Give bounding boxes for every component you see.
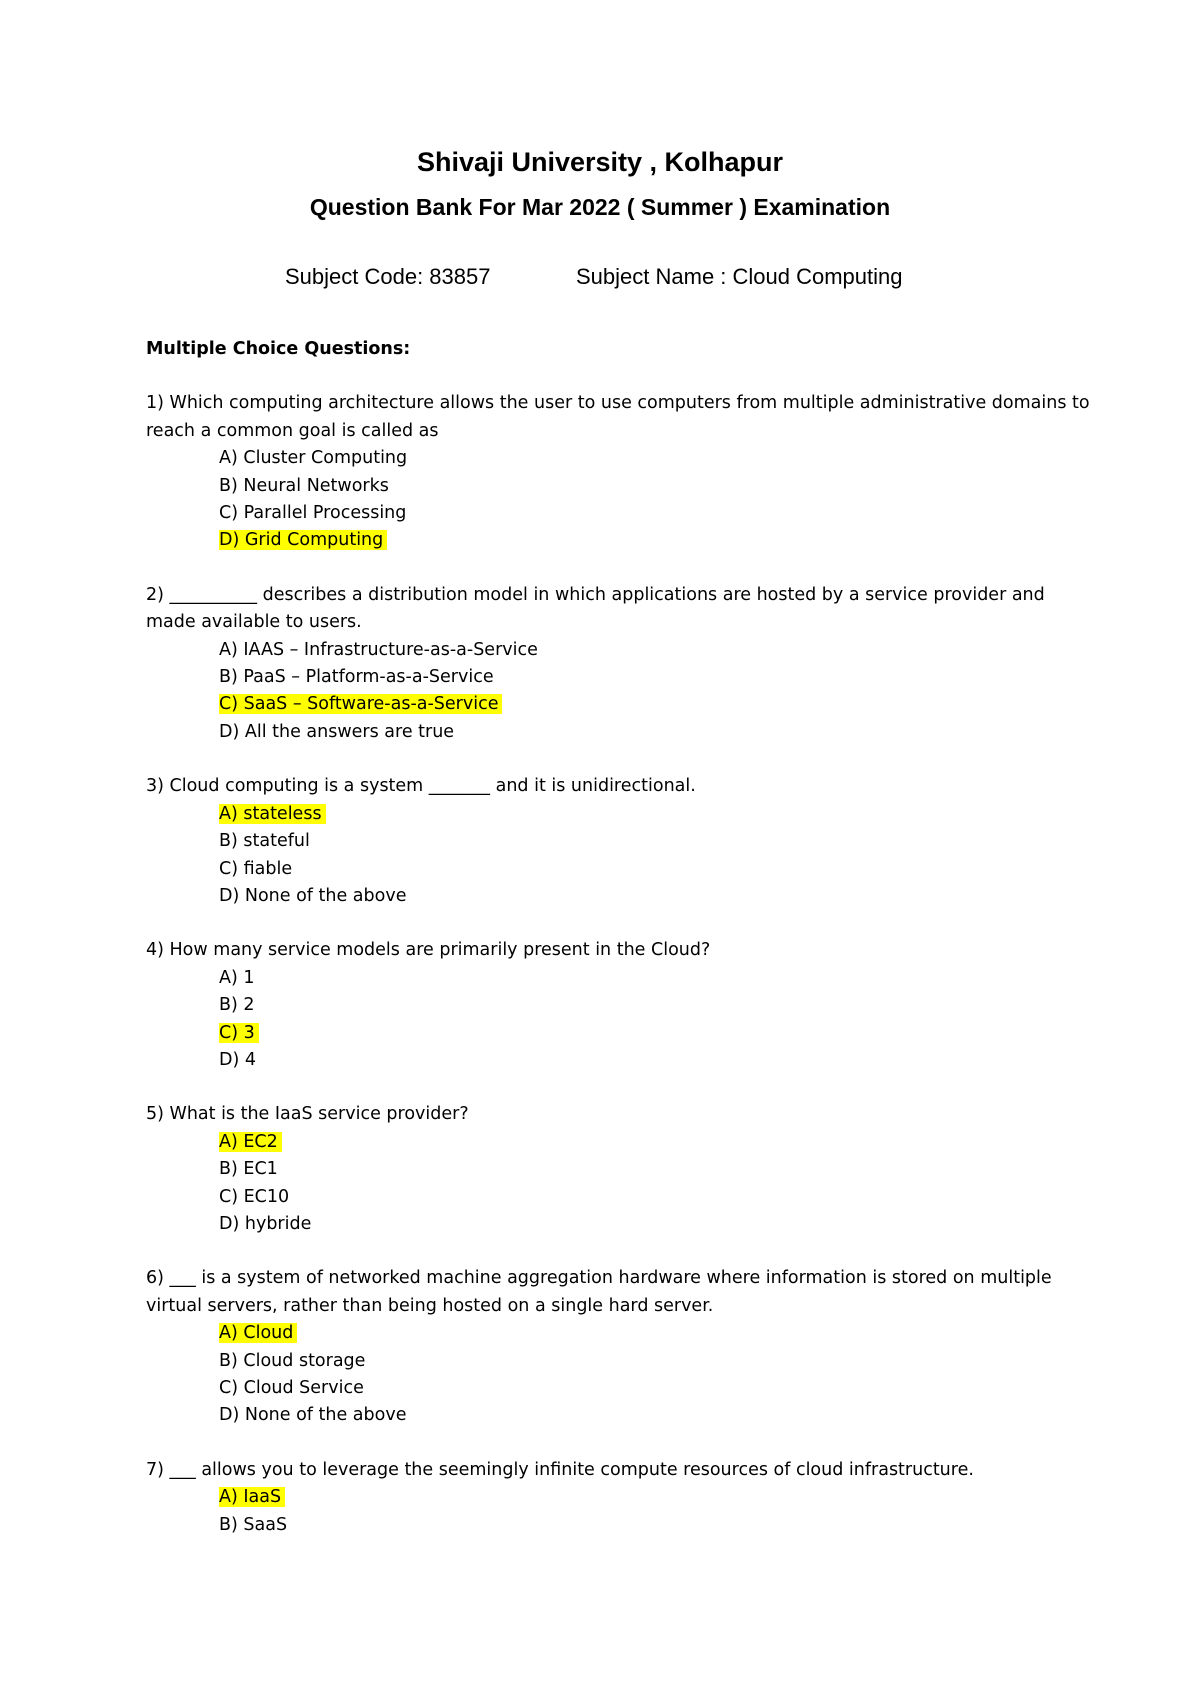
option-list	[146, 1484, 1096, 1539]
option-label: A) 1	[219, 967, 255, 988]
option-label: B) stateful	[219, 831, 310, 852]
questions-container	[146, 390, 1096, 1539]
question-1	[146, 390, 1096, 554]
subject-code: Subject Code: 83857	[285, 264, 491, 289]
option	[146, 1047, 1096, 1074]
question-5	[146, 1101, 1096, 1238]
option-list	[146, 965, 1096, 1075]
option	[146, 1156, 1096, 1183]
university-title: Shivaji University , Kolhapur	[416, 147, 784, 177]
option	[146, 883, 1096, 910]
option-list	[146, 1129, 1096, 1239]
highlighted-answer-label: C) 3	[219, 1023, 259, 1043]
option-label: B) Neural Networks	[219, 475, 389, 496]
option-label: B) SaaS	[219, 1514, 288, 1535]
question-text: 4) How many service models are primarily present in the Cloud?	[146, 940, 711, 961]
option-label: B) EC1	[219, 1159, 278, 1180]
question-text: 5) What is the IaaS service provider?	[146, 1104, 469, 1125]
question-text: 1) Which computing architecture allows the user to use computers from multiple administrative domains to reach a common goal is called as	[146, 393, 1090, 441]
highlighted-answer-label: C) SaaS – Software-as-a-Service	[219, 694, 502, 714]
question-text: 6) ___ is a system of networked machine aggregation hardware where information is stored on multiple virtual servers, rather than being hosted on a single hard server.	[146, 1268, 1052, 1316]
option	[146, 965, 1096, 992]
section-heading: Multiple Choice Questions:	[146, 339, 411, 359]
option	[146, 637, 1096, 664]
option	[146, 1512, 1096, 1539]
option-label: D) None of the above	[219, 1405, 407, 1426]
option	[146, 500, 1096, 527]
option-label: A) IAAS – Infrastructure-as-a-Service	[219, 639, 538, 660]
question-3	[146, 773, 1096, 910]
question-6	[146, 1265, 1096, 1429]
option	[146, 664, 1096, 691]
option-label: D) None of the above	[219, 885, 407, 906]
option-answer	[146, 1129, 1096, 1156]
option	[146, 1211, 1096, 1238]
option-label: B) PaaS – Platform-as-a-Service	[219, 667, 494, 688]
question-text: 3) Cloud computing is a system _______ and it is unidirectional.	[146, 776, 696, 797]
option	[146, 1375, 1096, 1402]
option-list	[146, 637, 1096, 747]
option	[146, 1402, 1096, 1429]
option	[146, 719, 1096, 746]
option-label: C) fiable	[219, 858, 293, 879]
option-label: D) hybride	[219, 1213, 312, 1234]
question-2	[146, 582, 1096, 746]
option	[146, 992, 1096, 1019]
option-label: C) Parallel Processing	[219, 503, 407, 524]
option-answer	[146, 1484, 1096, 1511]
option-label: B) Cloud storage	[219, 1350, 366, 1371]
option-label: A) Cluster Computing	[219, 448, 408, 469]
option	[146, 473, 1096, 500]
question-7	[146, 1457, 1096, 1539]
highlighted-answer-label: D) Grid Computing	[219, 530, 387, 550]
exam-title: Question Bank For Mar 2022 ( Summer ) Examination	[309, 194, 891, 220]
option-label: D) 4	[219, 1049, 256, 1070]
question-text: 7) ___ allows you to leverage the seemingly infinite compute resources of cloud infrastructure.	[146, 1459, 974, 1480]
highlighted-answer-label: A) stateless	[219, 804, 326, 824]
question-4	[146, 937, 1096, 1074]
option-answer	[146, 1320, 1096, 1347]
option-answer	[146, 1020, 1096, 1047]
option	[146, 1348, 1096, 1375]
option-label: C) Cloud Service	[219, 1378, 364, 1398]
option	[146, 1184, 1096, 1211]
option	[146, 828, 1096, 855]
option-list	[146, 801, 1096, 911]
question-text: 2) __________ describes a distribution model in which applications are hosted by a service provider and made available to users.	[146, 584, 1045, 633]
highlighted-answer-label: A) EC2	[219, 1132, 282, 1152]
question-list	[146, 336, 1096, 1566]
highlighted-answer-label: A) Cloud	[219, 1323, 297, 1343]
option-answer	[146, 801, 1096, 828]
option-answer	[146, 527, 1096, 554]
option-list	[146, 1320, 1096, 1430]
option-label: B) 2	[219, 995, 255, 1016]
subject-name: Subject Name : Cloud Computing	[576, 264, 903, 289]
highlighted-answer-label: A) IaaS	[219, 1487, 285, 1507]
option-answer	[146, 691, 1096, 718]
option-label: D) All the answers are true	[219, 721, 455, 742]
option-label: C) EC10	[219, 1186, 290, 1207]
option	[146, 856, 1096, 883]
option	[146, 445, 1096, 472]
option-list	[146, 445, 1096, 555]
